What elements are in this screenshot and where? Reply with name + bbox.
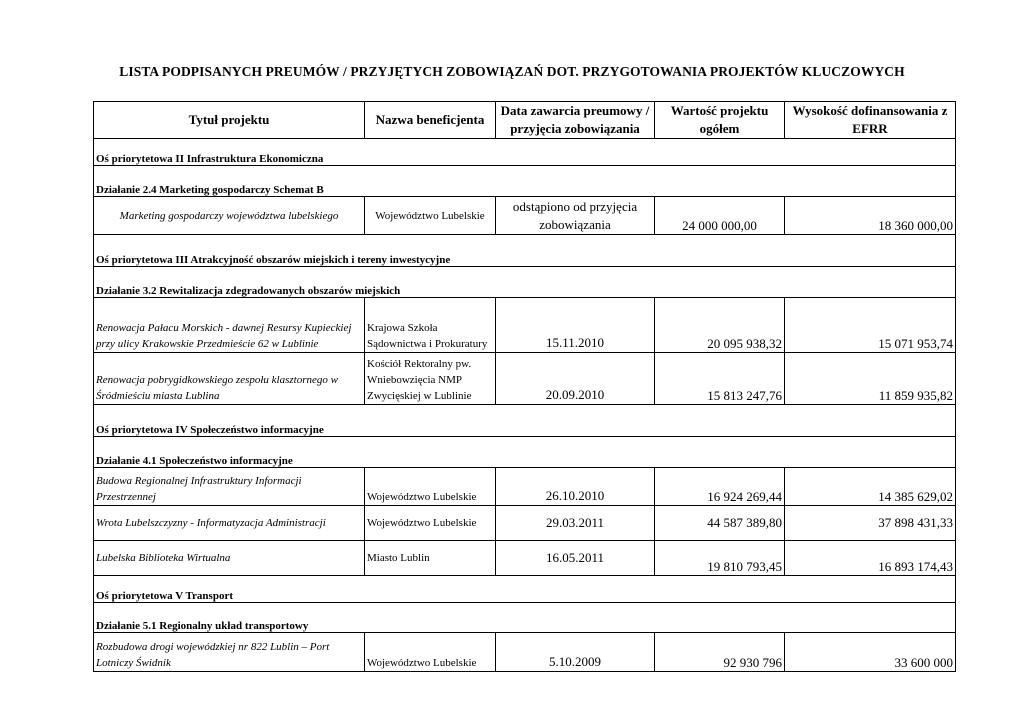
section-row [94, 267, 956, 298]
beneficiary-name: Województwo Lubelskie [365, 197, 496, 235]
header-project: Tytuł projektu [94, 102, 365, 139]
total-value: 92 930 796 [655, 633, 785, 672]
beneficiary-name: Miasto Lublin [365, 541, 496, 576]
total-value: 24 000 000,00 [655, 197, 785, 235]
section-row [94, 405, 956, 437]
priority-axis: Oś priorytetowa IV Społeczeństwo informacyjne [94, 405, 956, 437]
project-title: Lubelska Biblioteka Wirtualna [94, 541, 365, 576]
agreement-date: 20.09.2010 [496, 353, 655, 405]
priority-axis: Oś priorytetowa V Transport [94, 576, 956, 603]
header-beneficiary: Nazwa beneficjenta [365, 102, 496, 139]
action-heading: Działanie 3.2 Rewitalizacja zdegradowanych obszarów miejskich [94, 267, 956, 298]
table-row [94, 633, 956, 672]
agreement-date: 26.10.2010 [496, 468, 655, 506]
header-row [94, 102, 956, 139]
agreement-date: odstąpiono od przyjęcia zobowiązania [496, 197, 655, 235]
table-row [94, 197, 956, 235]
table-row [94, 468, 956, 506]
priority-axis: Oś priorytetowa III Atrakcyjność obszarów miejskich i tereny inwestycyjne [94, 235, 956, 267]
beneficiary-name: Województwo Lubelskie [365, 468, 496, 506]
project-title: Marketing gospodarczy województwa lubelskiego [94, 197, 365, 235]
efrr-value: 15 071 953,74 [785, 298, 956, 353]
section-row [94, 139, 956, 166]
section-row [94, 603, 956, 633]
table-row [94, 541, 956, 576]
total-value: 15 813 247,76 [655, 353, 785, 405]
action-heading: Działanie 2.4 Marketing gospodarczy Schemat B [94, 166, 956, 197]
projects-table [93, 101, 956, 672]
header-date: Data zawarcia preumowy / przyjęcia zobowiązania [496, 102, 655, 139]
project-title: Renowacja pobrygidkowskiego zespołu klasztornego w Śródmieściu miasta Lublina [94, 353, 365, 405]
total-value: 44 587 389,80 [655, 506, 785, 541]
priority-axis: Oś priorytetowa II Infrastruktura Ekonomiczna [94, 139, 956, 166]
section-row [94, 235, 956, 267]
beneficiary-name: Krajowa Szkoła Sądownictwa i Prokuratury [365, 298, 496, 353]
page-title: LISTA PODPISANYCH PREUMÓW / PRZYJĘTYCH ZOBOWIĄZAŃ DOT. PRZYGOTOWANIA PROJEKTÓW KLUCZOWYCH [119, 64, 905, 79]
efrr-value: 16 893 174,43 [785, 541, 956, 576]
efrr-value: 11 859 935,82 [785, 353, 956, 405]
agreement-date: 15.11.2010 [496, 298, 655, 353]
project-title: Renowacja Pałacu Morskich - dawnej Resursy Kupieckiej przy ulicy Krakowskie Przedmieście 62 w Lublinie [94, 298, 365, 353]
agreement-date: 29.03.2011 [496, 506, 655, 541]
section-row [94, 437, 956, 468]
table-row [94, 506, 956, 541]
table-row [94, 353, 956, 405]
project-title: Wrota Lubelszczyzny - Informatyzacja Administracji [94, 506, 365, 541]
header-total: Wartość projektu ogółem [655, 102, 785, 139]
total-value: 16 924 269,44 [655, 468, 785, 506]
beneficiary-name: Kościół Rektoralny pw. Wniebowzięcia NMP Zwycięskiej w Lublinie [365, 353, 496, 405]
efrr-value: 37 898 431,33 [785, 506, 956, 541]
total-value: 19 810 793,45 [655, 541, 785, 576]
beneficiary-name: Województwo Lubelskie [365, 633, 496, 672]
efrr-value: 18 360 000,00 [785, 197, 956, 235]
project-title: Rozbudowa drogi wojewódzkiej nr 822 Lublin – Port Lotniczy Świdnik [94, 633, 365, 672]
agreement-date: 5.10.2009 [496, 633, 655, 672]
beneficiary-name: Województwo Lubelskie [365, 506, 496, 541]
section-row [94, 576, 956, 603]
project-title: Budowa Regionalnej Infrastruktury Informacji Przestrzennej [94, 468, 365, 506]
table-row [94, 298, 956, 353]
efrr-value: 14 385 629,02 [785, 468, 956, 506]
agreement-date: 16.05.2011 [496, 541, 655, 576]
section-row [94, 166, 956, 197]
header-efrr: Wysokość dofinansowania z EFRR [785, 102, 956, 139]
action-heading: Działanie 5.1 Regionalny układ transportowy [94, 603, 956, 633]
efrr-value: 33 600 000 [785, 633, 956, 672]
action-heading: Działanie 4.1 Społeczeństwo informacyjne [94, 437, 956, 468]
total-value: 20 095 938,32 [655, 298, 785, 353]
